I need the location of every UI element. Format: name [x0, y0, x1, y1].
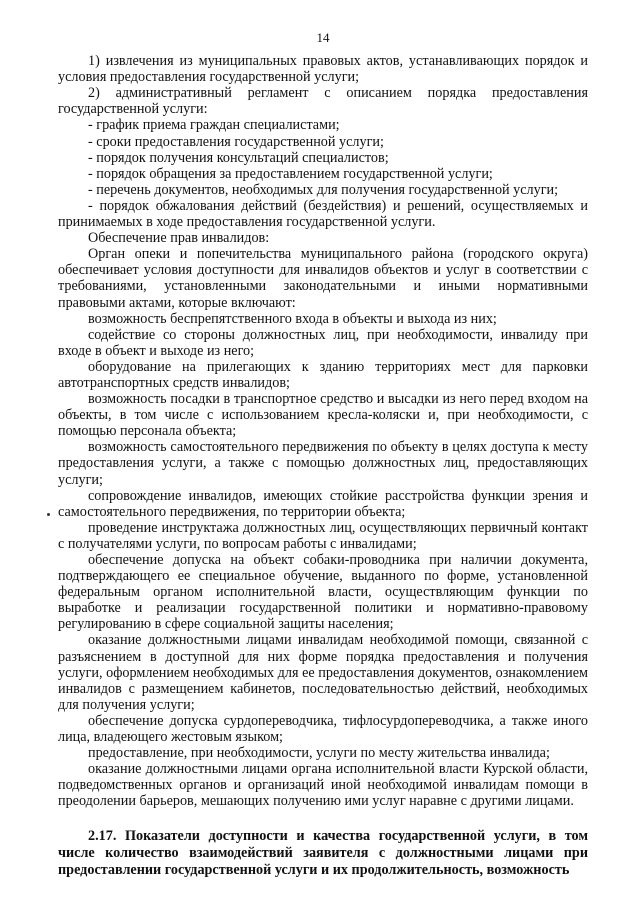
paragraph-guide-dog: обеспечение допуска на объект собаки-проводника при наличии документа, подтверждающего ее специальное обучение, выданного по форме, установленной федеральным органом исполнительной власти, осуществляющим функции по выработке и реализации государственной политики и нормативно-правовому регулированию в сфере социальной защиты населения;	[58, 552, 588, 633]
scan-speck	[47, 513, 50, 516]
paragraph-entry: возможность беспрепятственного входа в объекты и выхода из них;	[88, 310, 497, 327]
paragraph-home-service: предоставление, при необходимости, услуги по месту жительства инвалида;	[88, 745, 550, 762]
paragraph-interpreter: обеспечение допуска сурдопереводчика, тифлосурдопереводчика, а также иного лица, владеющего жестовым языком;	[58, 712, 588, 746]
document-page	[58, 30, 588, 893]
section-heading-2-17: 2.17. Показатели доступности и качества государственной услуги, в том числе количество взаимодействий заявителя с должностными лицами при предоставлении государственной услуги и их продолжительность, возможность	[58, 827, 588, 878]
list-item-documents: - перечень документов, необходимых для получения государственной услуги;	[88, 181, 559, 198]
list-item-schedule: - график приема граждан специалистами;	[88, 117, 340, 134]
paragraph-assistance-entry: содействие со стороны должностных лиц, при необходимости, инвалиду при входе в объект и выходе из него;	[58, 326, 588, 359]
paragraph-barriers: оказание должностными лицами органа исполнительной власти Курской области, подведомственных органов и организаций иной необходимой инвалидам помощи в преодолении барьеров, мешающих получению ими услуг наравне с другими лицами.	[58, 761, 588, 810]
paragraph-parking: оборудование на прилегающих к зданию территориях мест для парковки автотранспортных средств инвалидов;	[58, 358, 588, 391]
paragraph-guardianship: Орган опеки и попечительства муниципального района (городского округа) обеспечивает условия доступности для инвалидов объектов и услуг в соответствии с требованиями, установленными законодательными и иными нормативными правовыми актами, которые включают:	[58, 246, 588, 311]
list-item-consultations: - порядок получения консультаций специалистов;	[88, 149, 389, 166]
paragraph-boarding: возможность посадки в транспортное средство и высадки из него перед входом на объекты, в том числе с использованием кресла-коляски и, при необходимости, с помощью персонала объекта;	[58, 391, 588, 440]
paragraph-escort: сопровождение инвалидов, имеющих стойкие расстройства функции зрения и самостоятельного передвижения, по территории объекта;	[58, 487, 588, 520]
paragraph-disabled-rights: Обеспечение прав инвалидов:	[88, 230, 270, 247]
list-item-application-procedure: - порядок обращения за предоставлением государственной услуги;	[88, 165, 493, 182]
paragraph-extracts: 1) извлечения из муниципальных правовых актов, устанавливающих порядок и условия предоставления государственной услуги;	[58, 53, 588, 86]
paragraph-briefing: проведение инструктажа должностных лиц, осуществляющих первичный контакт с получателями услуги, по вопросам работы с инвалидами;	[58, 519, 588, 552]
list-item-appeal: - порядок обжалования действий (бездействия) и решений, осуществляемых и принимаемых в ходе предоставления государственной услуги.	[58, 197, 588, 231]
list-item-terms: - сроки предоставления государственной услуги;	[88, 133, 384, 150]
paragraph-regulation: 2) административный регламент с описанием порядка предоставления государственной услуги:	[58, 85, 588, 118]
page-number: 14	[316, 30, 330, 45]
paragraph-movement: возможность самостоятельного передвижения по объекту в целях доступа к месту предоставления услуги, а также с помощью должностных лиц, предоставляющих услуги;	[58, 439, 588, 488]
paragraph-help: оказание должностными лицами инвалидам необходимой помощи, связанной с разъяснением в доступной для них форме порядка предоставления и получения услуги, оформлением необходимых для ее предоставления документов, ознакомлением инвалидов с размещением кабинетов, последовательностью действий, необходимых для получения услуги;	[58, 632, 588, 713]
